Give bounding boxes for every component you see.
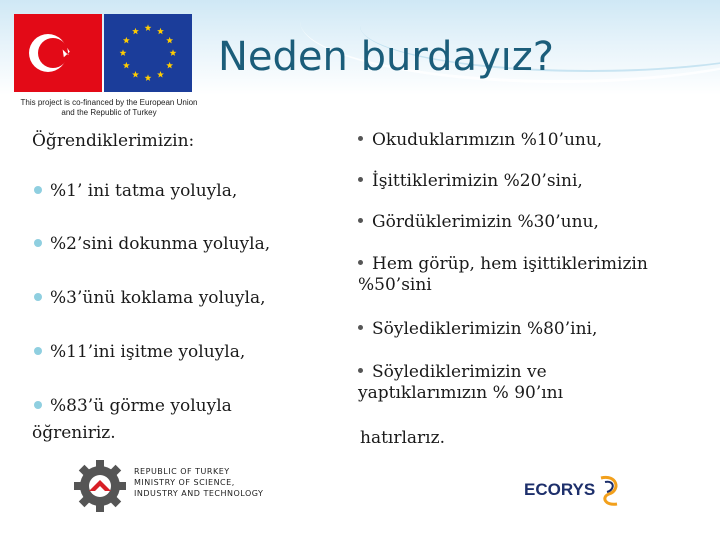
- bullet-icon: [358, 325, 363, 330]
- list-item: [358, 212, 599, 233]
- list-item: [34, 288, 266, 308]
- bullet-icon: [358, 136, 363, 141]
- list-item-text: %1’ ini tatma yoluyla,: [50, 181, 238, 201]
- bullet-icon: [34, 401, 42, 409]
- list-item: [358, 254, 703, 296]
- list-item: [358, 130, 602, 151]
- eu-flag-icon: [104, 14, 192, 92]
- list-item-text: Okuduklarımızın %10’unu,: [372, 130, 603, 150]
- list-item-text: %2’sini dokunma yoluyla,: [50, 234, 271, 254]
- eu-star-icon: [145, 74, 152, 81]
- list-item: [34, 342, 245, 362]
- ministry-line: REPUBLIC OF TURKEY: [134, 467, 230, 476]
- bullet-icon: [34, 347, 42, 355]
- list-item-text: Söylediklerimizin ve yaptıklarımızın % 90’ını: [358, 362, 564, 403]
- eu-star-icon: [120, 49, 127, 56]
- bullet-icon: [358, 368, 363, 373]
- list-item-text: %3’ünü koklama yoluyla,: [50, 288, 266, 308]
- gear-logo-icon: [72, 458, 128, 514]
- list-item: [358, 362, 658, 404]
- list-item: [34, 234, 270, 254]
- left-tail: öğreniriz.: [32, 423, 116, 443]
- eu-star-icon: [145, 24, 152, 31]
- list-item-text: İşittiklerimizin %20’sini,: [372, 171, 583, 191]
- eu-star-icon: [166, 62, 173, 69]
- ministry-label: [134, 466, 263, 499]
- list-item: [358, 319, 597, 340]
- ecorys-logo: [524, 470, 625, 510]
- cofinance-note: This project is co-financed by the European Union and the Republic of Turkey: [20, 98, 198, 117]
- ministry-line: MINISTRY OF SCIENCE,: [134, 478, 235, 487]
- list-item-text: %11’ini işitme yoluyla,: [50, 342, 246, 362]
- bullet-icon: [34, 239, 42, 247]
- list-item-text: Söylediklerimizin %80’ini,: [372, 319, 598, 339]
- eu-star-icon: [123, 37, 130, 44]
- eu-star-icon: [132, 28, 139, 35]
- page-title: Neden burdayız?: [218, 34, 554, 80]
- bullet-icon: [34, 293, 42, 301]
- ecorys-swirl-icon: [595, 470, 625, 510]
- eu-star-icon: [132, 71, 139, 78]
- left-heading: Öğrendiklerimizin:: [32, 131, 195, 151]
- list-item-text: Gördüklerimizin %30’unu,: [372, 212, 599, 232]
- eu-star-icon: [123, 62, 130, 69]
- list-item: [358, 171, 583, 192]
- eu-star-icon: [166, 37, 173, 44]
- bullet-icon: [34, 186, 42, 194]
- eu-star-icon: [157, 28, 164, 35]
- bullet-icon: [358, 218, 363, 223]
- eu-star-icon: [157, 71, 164, 78]
- list-item-text: %83’ü görme yoluyla: [50, 396, 232, 416]
- conclusion-text: hatırlarız.: [360, 428, 445, 448]
- bullet-icon: [358, 177, 363, 182]
- eu-star-icon: [170, 49, 177, 56]
- list-item-text: Hem görüp, hem işittiklerimizin %50’sini: [358, 254, 648, 295]
- list-item: [34, 396, 232, 416]
- list-item: [34, 181, 237, 201]
- ecorys-wordmark: ECORYS: [524, 480, 596, 499]
- bullet-icon: [358, 260, 363, 265]
- ministry-line: INDUSTRY AND TECHNOLOGY: [134, 489, 264, 498]
- turkey-flag-icon: [14, 14, 102, 92]
